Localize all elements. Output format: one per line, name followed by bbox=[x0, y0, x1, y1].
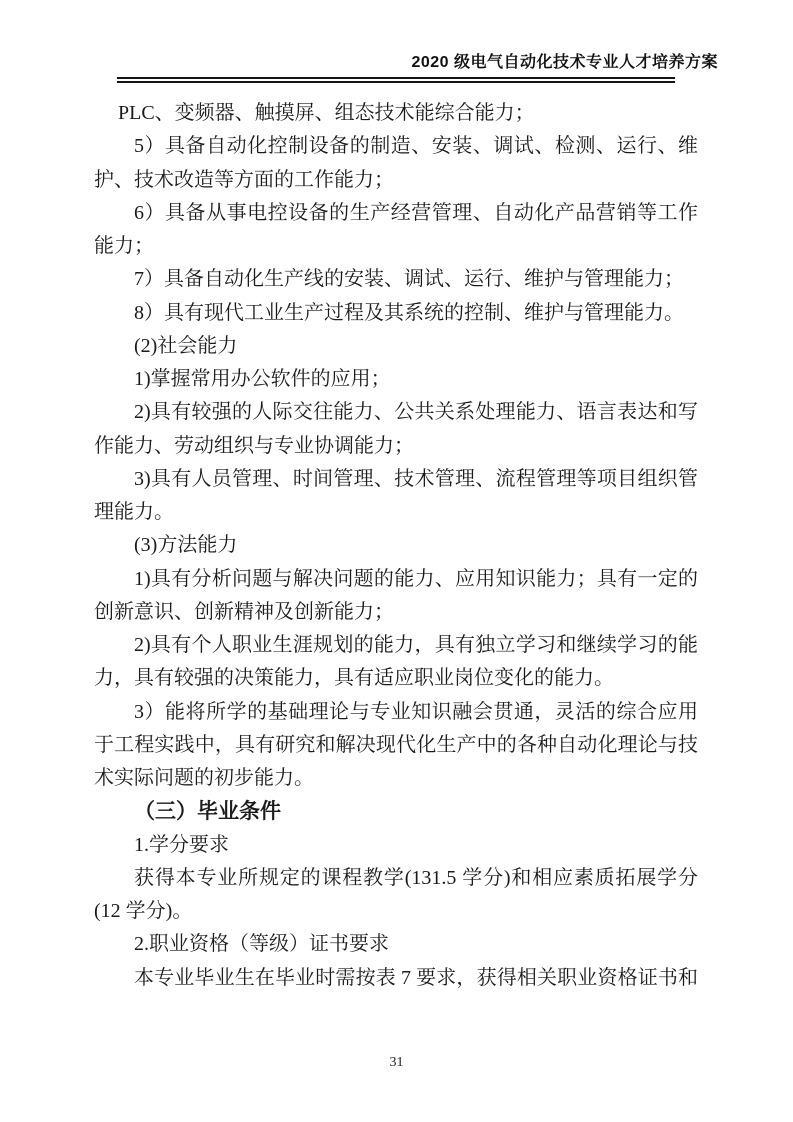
page-number: 31 bbox=[389, 1055, 404, 1070]
header-rule bbox=[117, 77, 675, 83]
text-line: 2.职业资格（等级）证书要求 bbox=[134, 933, 389, 956]
text-line: 3)具有人员管理、时间管理、技术管理、流程管理等项目组织管 bbox=[134, 467, 698, 490]
text-line: 7）具备自动化生产线的安装、调试、运行、维护与管理能力； bbox=[134, 268, 684, 291]
text-line: (2)社会能力 bbox=[134, 334, 238, 357]
text-line: 获得本专业所规定的课程教学(131.5 学分)和相应素质拓展学分 bbox=[134, 866, 698, 889]
text-line: 2)具有较强的人际交往能力、公共关系处理能力、语言表达和写 bbox=[134, 401, 698, 424]
text-line: 作能力、劳动组织与专业协调能力； bbox=[94, 434, 414, 457]
page-header-title: 2020 级电气自动化技术专业人才培养方案 bbox=[411, 54, 718, 71]
text-line: 术实际问题的初步能力。 bbox=[94, 767, 314, 789]
text-line: 力，具有较强的决策能力，具有适应职业岗位变化的能力。 bbox=[94, 667, 614, 690]
text-line: 1)掌握常用办公软件的应用； bbox=[134, 368, 391, 390]
text-line: (12 学分)。 bbox=[94, 900, 193, 922]
text-line: 1.学分要求 bbox=[134, 833, 229, 856]
text-line: 理能力。 bbox=[94, 501, 174, 523]
text-line: 1)具有分析问题与解决问题的能力、应用知识能力；具有一定的 bbox=[134, 567, 698, 590]
text-line: 创新意识、创新精神及创新能力； bbox=[94, 600, 394, 623]
text-line: 护、技术改造等方面的工作能力； bbox=[94, 168, 394, 191]
body-text bbox=[94, 97, 698, 995]
text-line: 3）能将所学的基础理论与专业知识融会贯通，灵活的综合应用 bbox=[134, 700, 698, 723]
text-line: (3)方法能力 bbox=[134, 534, 238, 557]
text-line: PLC、变频器、触摸屏、组态技术能综合能力； bbox=[118, 102, 535, 124]
text-line: 本专业毕业生在毕业时需按表 7 要求，获得相关职业资格证书和 bbox=[134, 966, 698, 989]
text-line: 8）具有现代工业生产过程及其系统的控制、维护与管理能力。 bbox=[134, 301, 684, 324]
text-line: 于工程实践中，具有研究和解决现代化生产中的各种自动化理论与技 bbox=[94, 733, 698, 756]
text-line: 能力； bbox=[94, 235, 154, 257]
text-line: 2)具有个人职业生涯规划的能力，具有独立学习和继续学习的能 bbox=[134, 634, 698, 656]
text-line: 5）具备自动化控制设备的制造、安装、调试、检测、运行、维 bbox=[134, 135, 698, 158]
section-heading-line: （三）毕业条件 bbox=[134, 800, 281, 824]
text-line: 6）具备从事电控设备的生产经营管理、自动化产品营销等工作 bbox=[134, 201, 698, 224]
